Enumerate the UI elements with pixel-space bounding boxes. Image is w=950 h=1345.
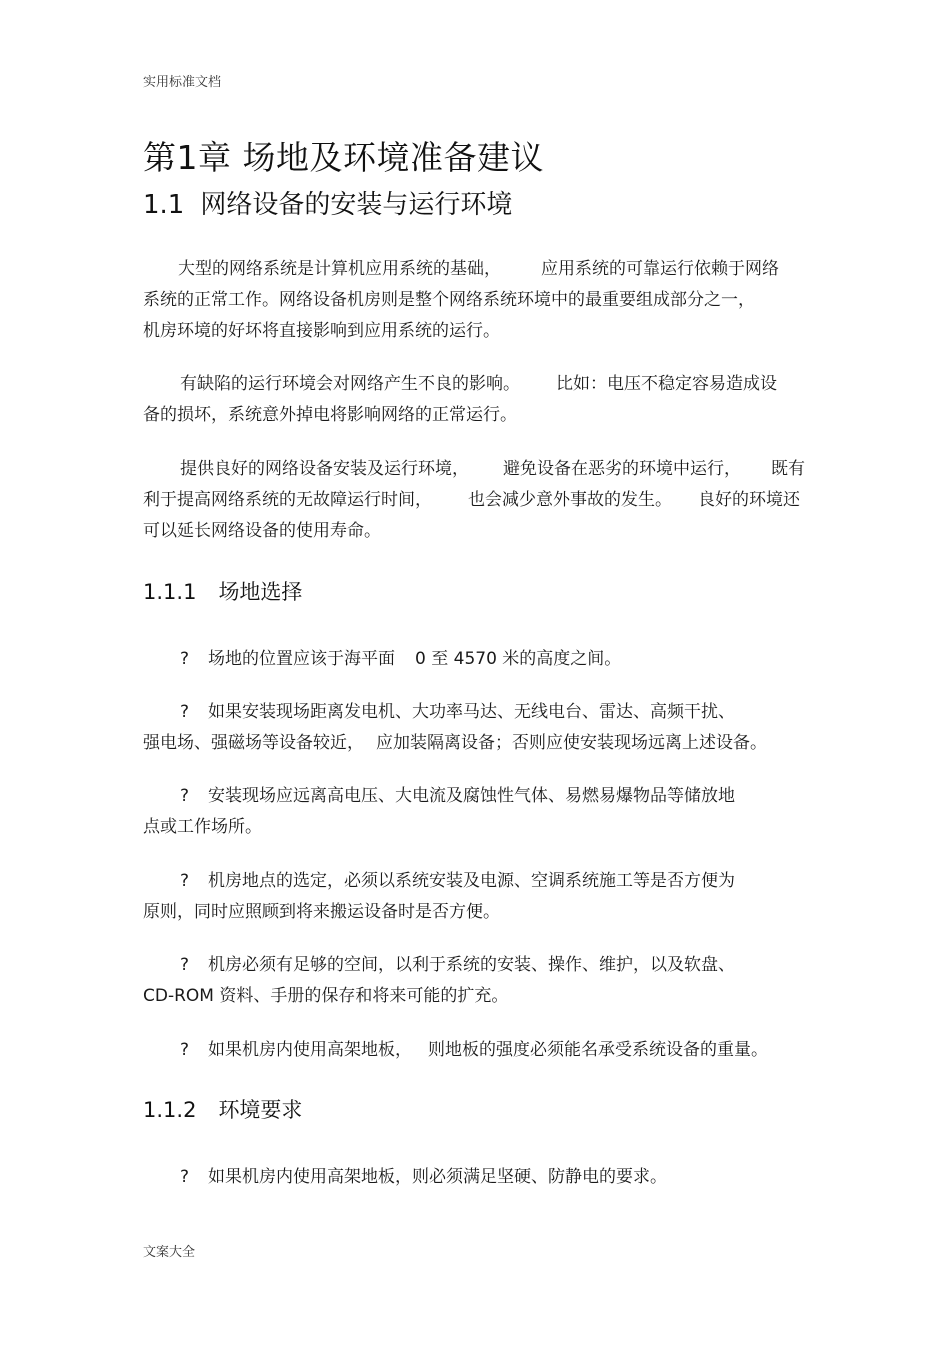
paragraph-line xyxy=(143,728,767,753)
bullet-marker: ? xyxy=(180,649,190,669)
paragraph-line: 机房环境的好坏将直接影响到应用系统的运行。 xyxy=(143,321,500,341)
text-segment: 利于提高网络系统的无故障运行时间， xyxy=(143,490,432,510)
bullet-marker: ? xyxy=(180,702,190,722)
bullet-line xyxy=(180,866,735,891)
paragraph-line xyxy=(180,369,777,394)
bullet-marker: ? xyxy=(180,1040,190,1060)
text-segment: 如果机房内使用高架地板， xyxy=(208,1040,412,1060)
paragraph-line xyxy=(143,485,800,510)
text-segment: 应用系统的可靠运行依赖于网络 xyxy=(541,259,779,279)
bullet-marker: ? xyxy=(180,786,190,806)
text-segment: 机房必须有足够的空间，以利于系统的安装、操作、维护，以及软盘、 xyxy=(208,955,735,975)
text-segment: 0 至 4570 米的高度之间。 xyxy=(415,649,622,669)
bullet-line xyxy=(180,1162,667,1187)
page-header: 实用标准文档 xyxy=(143,75,222,90)
bullet-marker: ? xyxy=(180,1167,190,1187)
text-segment: 则地板的强度必须能名承受系统设备的重量。 xyxy=(428,1040,768,1060)
subsection-heading xyxy=(143,576,302,606)
subsection-title: 场地选择 xyxy=(218,580,303,604)
bullet-line xyxy=(180,781,735,806)
chapter-title: 第1章 场地及环境准备建议 xyxy=(143,138,544,177)
subsection-number: 1.1.2 xyxy=(143,1098,197,1122)
bullet-line xyxy=(180,644,621,669)
section-heading xyxy=(143,184,512,221)
bullet-line xyxy=(180,950,735,975)
bullet-line xyxy=(180,697,735,722)
paragraph-line: 系统的正常工作。网络设备机房则是整个网络系统环境中的最重要组成部分之一， xyxy=(143,290,755,310)
paragraph-line xyxy=(178,254,779,279)
text-segment: 应加装隔离设备；否则应使安装现场远离上述设备。 xyxy=(376,733,767,753)
text-segment: 如果安装现场距离发电机、大功率马达、无线电台、雷达、高频干扰、 xyxy=(208,702,735,722)
text-segment: 提供良好的网络设备安装及运行环境， xyxy=(180,459,469,479)
paragraph-line: 原则，同时应照顾到将来搬运设备时是否方便。 xyxy=(143,902,500,922)
text-segment: 良好的环境还 xyxy=(698,490,800,510)
text-segment: 也会减少意外事故的发生。 xyxy=(468,490,672,510)
text-segment: 机房地点的选定，必须以系统安装及电源、空调系统施工等是否方便为 xyxy=(208,871,735,891)
subsection-title: 环境要求 xyxy=(218,1098,303,1122)
page-footer: 文案大全 xyxy=(143,1245,196,1260)
paragraph-line: 点或工作场所。 xyxy=(143,817,262,837)
paragraph-line xyxy=(180,454,805,479)
paragraph-line: 可以延长网络设备的使用寿命。 xyxy=(143,521,381,541)
paragraph-line: 备的损坏，系统意外掉电将影响网络的正常运行。 xyxy=(143,405,517,425)
section-title: 网络设备的安装与运行环境 xyxy=(200,190,513,220)
text-segment: 避免设备在恶劣的环境中运行， xyxy=(503,459,741,479)
bullet-marker: ? xyxy=(180,955,190,975)
bullet-line xyxy=(180,1035,768,1060)
subsection-heading xyxy=(143,1094,302,1124)
text-segment: 有缺陷的运行环境会对网络产生不良的影响。 xyxy=(180,374,520,394)
text-segment: 场地的位置应该于海平面 xyxy=(208,649,395,669)
text-segment: 强电场、强磁场等设备较近， xyxy=(143,733,364,753)
text-segment: 既有 xyxy=(771,459,805,479)
text-segment: 比如：电压不稳定容易造成设 xyxy=(556,374,777,394)
subsection-number: 1.1.1 xyxy=(143,580,197,604)
paragraph-line: CD-ROM 资料、手册的保存和将来可能的扩充。 xyxy=(143,986,509,1006)
text-segment: 如果机房内使用高架地板，则必须满足坚硬、防静电的要求。 xyxy=(208,1167,667,1187)
bullet-marker: ? xyxy=(180,871,190,891)
text-segment: 安装现场应远离高电压、大电流及腐蚀性气体、易燃易爆物品等储放地 xyxy=(208,786,735,806)
text-segment: 大型的网络系统是计算机应用系统的基础， xyxy=(178,259,501,279)
section-number: 1.1 xyxy=(143,190,185,220)
